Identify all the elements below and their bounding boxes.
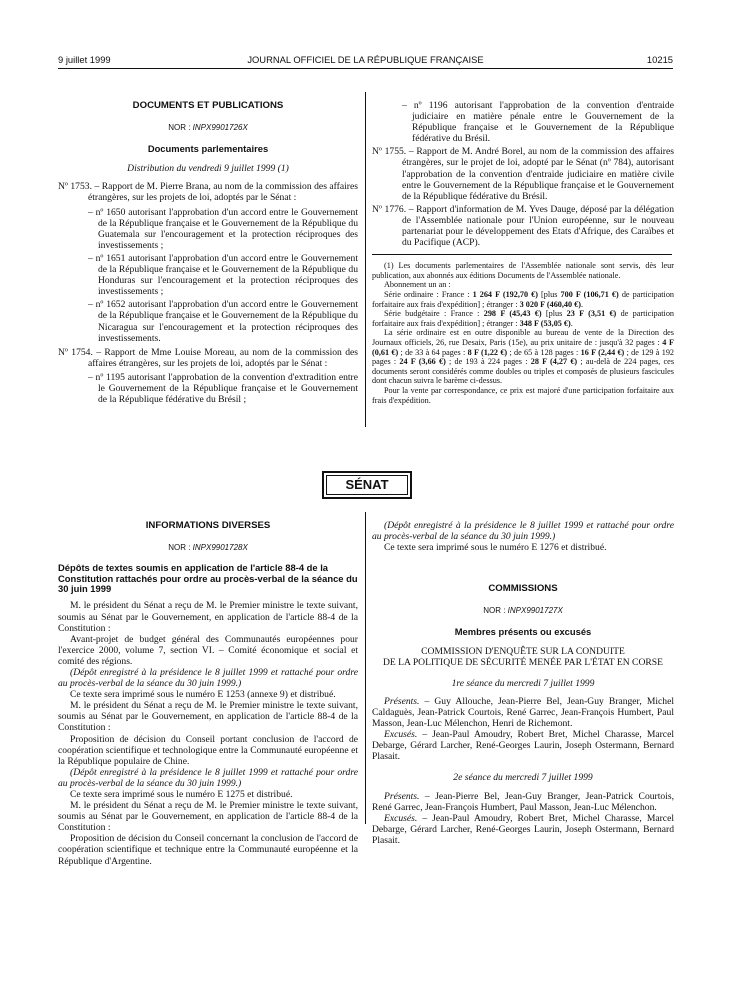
header-date: 9 juillet 1999 — [58, 54, 111, 65]
commissions-column — [372, 520, 674, 846]
info-para-2: Avant-projet de budget général des Communautés européennes pour l'exercice 2000, volume 7, section VI. – Comité économique et social et comité des régions. — [58, 633, 358, 667]
entry-1753: Nº 1753. – Rapport de M. Pierre Brana, au nom de la commission des affaires étrangères, sur les projets de loi, adoptés par le Sénat : — [58, 181, 358, 204]
footnote-rule — [372, 254, 672, 255]
documents-section-right — [372, 100, 674, 405]
informations-heading: Dépôts de textes soumis en application de l'article 88-4 de la Constitution rattachés pour ordre au procès-verbal de la séance du 30 juin 1999 — [58, 562, 358, 594]
entry-1195: – nº 1195 autorisant l'approbation de la convention d'extradition entre le Gouvernement de la République française et le Gouvernement de la République fédérative du Brésil ; — [88, 371, 358, 406]
column-divider-top — [365, 92, 366, 427]
header-page-number: 10215 — [646, 54, 673, 65]
documents-section — [58, 100, 358, 405]
entry-1650: – nº 1650 autorisant l'approbation d'un accord entre le Gouvernement de la République française et le Gouvernement de la République du Guatemala sur l'encouragement et la protection réciproques des investissements ; — [88, 206, 358, 251]
info-para-8: Ce texte sera imprimé sous le numéro E 1275 et distribué. — [70, 789, 293, 800]
documents-distribution: Distribution du vendredi 9 juillet 1999 (1) — [127, 163, 289, 175]
info-right-para-2: Ce texte sera imprimé sous le numéro E 1276 et distribué. — [384, 542, 607, 554]
footnote-correspondance: Pour la vente par correspondance, ce prix est majoré d'une participation forfaitaire aux frais d'expédition. — [372, 385, 674, 405]
info-right-para-1: (Dépôt enregistré à la présidence le 8 juillet 1999 et rattaché pour ordre au procès-verbal de la séance du 30 juin 1999.) — [372, 520, 674, 543]
documents-nor: NOR : INPX9901726X — [168, 123, 248, 133]
header-journal-title: JOURNAL OFFICIEL DE LA RÉPUBLIQUE FRANÇAISE — [247, 54, 484, 65]
entry-1776: Nº 1776. – Rapport d'information de M. Yves Dauge, déposé par la délégation de l'Assemblée nationale pour l'Union européenne, sur le nouveau partenariat pour le développement des Etats d'Afrique, des Caraïbes et du Pacifique (ACP). — [372, 203, 674, 249]
info-para-7: (Dépôt enregistré à la présidence le 8 juillet 1999 et rattaché pour ordre au procès-verbal de la séance du 30 juin 1999.) — [58, 766, 358, 789]
documents-subtitle: Documents parlementaires — [147, 143, 269, 155]
commissions-title: COMMISSIONS — [488, 583, 558, 595]
entry-1754: Nº 1754. – Rapport de Mme Louise Moreau, au nom de la commission des affaires étrangères, sur les projets de loi, adoptés par le Sénat : — [58, 346, 358, 369]
session-2-title: 2e séance du mercredi 7 juillet 1999 — [453, 772, 593, 784]
info-para-9: M. le président du Sénat a reçu de M. le Premier ministre le texte suivant, soumis au Sénat par le Gouvernement, en application de l'article 88-4 de la Constitution : — [58, 800, 358, 834]
informations-title: INFORMATIONS DIVERSES — [145, 520, 271, 531]
footnote — [372, 261, 674, 405]
entry-1755: Nº 1755. – Rapport de M. André Borel, au nom de la commission des affaires étrangères, sur le projet de loi, adopté par le Sénat (nº 784), autorisant l'approbation de la convention d'entraide judiciaire en matière civile entre le Gouvernement de la République française et le Gouvernement de la République fédérative du Brésil. — [372, 146, 674, 202]
informations-nor: NOR : INPX9901728X — [168, 543, 248, 553]
entry-1652: – nº 1652 autorisant l'approbation d'un accord entre le Gouvernement de la République française et le Gouvernement de la République du Nicaragua sur l'encouragement et la protection réciproques des investissements. — [88, 299, 358, 344]
footnote-serie-budgetaire: Série budgétaire : France : 298 F (45,43 €) [plus 23 F (3,51 €) de participation forfaitaire aux frais d'expédition] ; étranger : 348 F (53,05 €). — [372, 309, 675, 328]
commission-name-line-2: DE LA POLITIQUE DE SÉCURITÉ MENÉE PAR L'ÉTAT EN CORSE — [383, 656, 663, 668]
info-para-5: M. le président du Sénat a reçu de M. le Premier ministre le texte suivant, soumis au Sénat par le Gouvernement, en application de l'article 88-4 de la Constitution : — [58, 700, 358, 734]
footnote-serie-ordinaire: Série ordinaire : France : 1 264 F (192,70 €) [plus 700 F (106,71 €) de participation forfaitaire aux frais d'expédition] ; étranger : 3 020 F (460,40 €). — [372, 290, 675, 309]
session-2-presents: Présents. – Jean-Pierre Bel, Jean-Guy Branger, Jean-Patrick Courtois, René Garrec, Jean-François Humbert, Paul Masson, Jean-Luc Mélenchon. — [372, 790, 674, 813]
footnote-subscription: Abonnement un an : — [384, 280, 451, 290]
commissions-nor: NOR : INPX9901727X — [483, 606, 563, 616]
info-para-6: Proposition de décision du Conseil portant conclusion de l'accord de coopération scientifique et technologique entre la Communauté européenne et la République populaire de Chine. — [58, 733, 358, 767]
info-para-1: M. le président du Sénat a reçu de M. le Premier ministre le texte suivant, soumis au Sénat par le Gouvernement, en application de l'article 88-4 de la Constitution : — [58, 600, 358, 634]
info-para-4: Ce texte sera imprimé sous le numéro E 1253 (annexe 9) et distribué. — [70, 689, 336, 701]
session-1-presents: Présents. – Guy Allouche, Jean-Pierre Bel, Jean-Guy Branger, Michel Caldaguès, Jean-Patrick Courtois, René Garrec, Jean-François Humbert, Paul Masson, Jean-Luc Mélenchon, Henri de Richemont. — [372, 695, 674, 730]
documents-title: DOCUMENTS ET PUBLICATIONS — [132, 100, 284, 111]
header-rule — [58, 68, 673, 69]
senat-section-label: SÉNAT — [322, 471, 412, 499]
session-1-excuses: Excusés. – Jean-Paul Amoudry, Robert Bret, Michel Charasse, Marcel Debarge, Gérard Larcher, René-Georges Laurin, Joseph Ostermann, Bernard Plasait. — [372, 729, 674, 763]
commissions-subtitle: Membres présents ou excusés — [454, 626, 592, 638]
info-para-10: Proposition de décision du Conseil concernant la conclusion de l'accord de coopération scientifique et technique entre la Communauté européenne et la République d'Argentine. — [58, 833, 358, 867]
entry-1196: – nº 1196 autorisant l'approbation de la convention d'entraide judiciaire en matière pénale entre le Gouvernement de la République française et le Gouvernement de la République fédérative du Brésil. — [402, 100, 674, 145]
footnote-prices: La série ordinaire est en outre disponible au bureau de vente de la Direction des Journaux officiels, 26, rue Desaix, Paris (15e), au prix unitaire de : jusqu'à 32 pages : 4 F (0,61 €) ; de 33 à 64 pages : 8 F (1,22 €) ; de 65 à 128 pages : 16 F (2,44 €) ; de 129 à 192 pages : 24 F (3,66 €) ; de 193 à 224 pages : 28 F (4,27 €) ; au-delà de 224 pages, ces documents seront considérés comme doubles ou triples et composés de plusieurs fascicules dont chacun suivra le barème ci-dessus. — [372, 328, 675, 386]
column-divider-bottom — [365, 512, 366, 824]
footnote-1: (1) Les documents parlementaires de l'Assemblée nationale sont servis, dès leur publication, aux abonnés aux éditions Documents de l'Assemblée nationale. — [372, 261, 674, 280]
info-para-3: (Dépôt enregistré à la présidence le 8 juillet 1999 et rattaché pour ordre au procès-verbal de la séance du 30 juin 1999.) — [58, 666, 358, 690]
entry-1651: – nº 1651 autorisant l'approbation d'un accord entre le Gouvernement de la République française et le Gouvernement de la République du Honduras sur l'encouragement et la protection réciproques des investissements ; — [88, 252, 358, 298]
informations-section — [58, 520, 358, 867]
session-2-excuses: Excusés. – Jean-Paul Amoudry, Robert Bret, Michel Charasse, Marcel Debarge, Gérard Larcher, René-Georges Laurin, Joseph Ostermann, Bernard Plasait. — [372, 812, 674, 846]
commission-name-line-1: COMMISSION D'ENQUÊTE SUR LA CONDUITE — [421, 645, 625, 657]
session-1-title: 1re séance du mercredi 7 juillet 1999 — [451, 677, 595, 689]
